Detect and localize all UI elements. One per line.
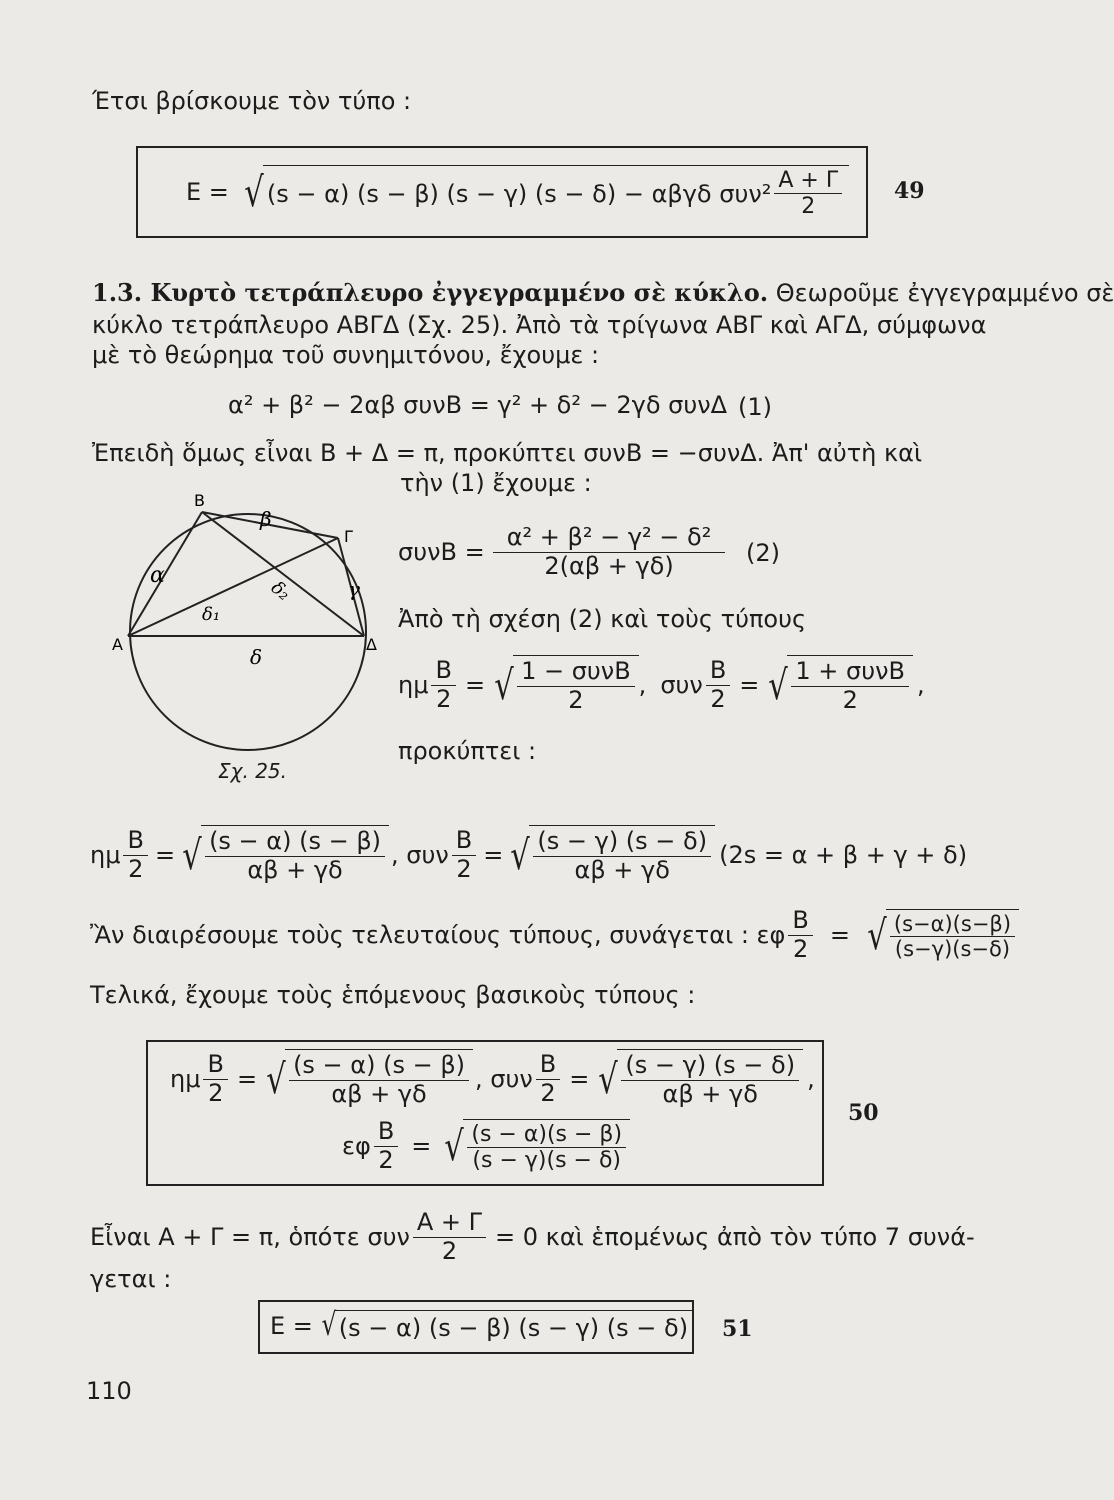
since2-part1: Εἶναι Α + Γ = π, ὁπότε συν <box>90 1223 410 1251</box>
half-cos-B: B <box>706 657 730 686</box>
divide-2: 2 <box>792 934 809 963</box>
res-cos-den: αβ + γδ <box>574 856 670 884</box>
divide-den: (s−γ)(s−δ) <box>894 937 1011 961</box>
since2-part3: γεται : <box>90 1265 172 1293</box>
intro-text: Έτσι βρίσκουμε τὸν τύπο : <box>92 87 412 115</box>
half-sin-num: 1 − συνΒ <box>517 658 635 687</box>
formula-49-lhs: E = <box>186 178 229 206</box>
label-b: β <box>260 507 272 531</box>
f50-sin-eq: = <box>236 1065 258 1093</box>
f50-cos-den: αβ + γδ <box>662 1080 758 1108</box>
half-sin-2: 2 <box>436 684 452 713</box>
divide-text: Ἂν διαιρέσουμε τοὺς τελευταίους τύπους, συνάγεται : εφ <box>90 921 786 949</box>
res-sin-den: αβ + γδ <box>247 856 343 884</box>
label-g: γ <box>348 577 360 601</box>
section-text-2: κύκλο τετράπλευρο ΑΒΓΔ (Σχ. 25). Ἀπὸ τὰ τρίγωνα ΑΒΓ καὶ ΑΓΔ, σύμφωνα <box>92 311 987 339</box>
equation-1-label: (1) <box>738 393 772 421</box>
f50-cos-2: 2 <box>540 1078 556 1107</box>
f50-comma: , <box>807 1065 815 1093</box>
side-a <box>128 512 202 636</box>
formula-51: E = √ (s − α) (s − β) (s − γ) (s − δ) <box>270 1306 692 1346</box>
res-sin-eq: = <box>154 841 176 869</box>
f50-cos-B: B <box>536 1051 560 1080</box>
res-sin-B: B <box>123 827 147 856</box>
half-end: , <box>917 671 925 699</box>
f50-tan-2: 2 <box>378 1145 394 1174</box>
res-cos-num: (s − γ) (s − δ) <box>533 828 711 857</box>
divide-B: B <box>788 907 812 936</box>
section-text-3: μὲ τὸ θεώρημα τοῦ συνημιτόνου, ἔχουμε : <box>92 341 600 369</box>
divide-line: Ἂν διαιρέσουμε τοὺς τελευταίους τύπους, συνάγεται : εφ $\frac{B}{2}$ = √ $\frac{(s-\alpha)(s-\beta)}{(s-\gamma)(s-\delta)}$ <box>90 902 1019 968</box>
label-d1: δ₁ <box>202 604 221 625</box>
page-number: 110 <box>86 1377 132 1405</box>
f50-tan-lhs: εφ <box>342 1132 371 1160</box>
section-line-1 <box>92 278 1114 308</box>
diagonal-d2 <box>202 512 364 636</box>
f50-cos-lhs: , συν <box>475 1065 533 1093</box>
since2-frac-den: 2 <box>441 1236 458 1265</box>
label-d: δ <box>250 645 263 669</box>
equation-1: α² + β² − 2αβ συνΒ = γ² + δ² − 2γδ συνΔ <box>228 391 728 419</box>
circle <box>130 514 366 750</box>
formula-49 <box>186 162 849 222</box>
res-cos-lhs: , συν <box>391 841 449 869</box>
f50-sin-num: (s − α) (s − β) <box>289 1052 469 1081</box>
equation-2 <box>398 520 728 584</box>
f50-sin-lhs: ημ <box>170 1065 201 1093</box>
half-cos-2: 2 <box>710 684 726 713</box>
formula-49-radicand: (s − α) (s − β) (s − γ) (s − δ) − αβγδ συν² <box>266 179 772 208</box>
f50-tan-den: (s − γ)(s − δ) <box>472 1148 621 1173</box>
half-sin-lhs: ημ <box>398 671 429 699</box>
divide-num: (s−α)(s−β) <box>890 912 1015 937</box>
half-sin-B: B <box>431 657 455 686</box>
formula-49-number: 49 <box>894 178 925 204</box>
formula-49-root: √ (s − α) (s − β) (s − γ) (s − δ) − αβγδ συν² $\frac{A + \Gamma}{2}$ <box>241 165 849 220</box>
since2-frac-num: A + Γ <box>413 1209 486 1238</box>
f50-cos-num: (s − γ) (s − δ) <box>621 1052 799 1081</box>
half-sep: , <box>638 671 647 699</box>
since2-part2: = 0 καὶ ἑπομένως ἀπὸ τὸν τύπο 7 συνά- <box>495 1223 975 1251</box>
res-sin-num: (s − α) (s − β) <box>205 828 385 857</box>
f50-cos-eq: = <box>569 1065 590 1093</box>
from-relation-text: Ἀπὸ τὴ σχέση (2) καὶ τοὺς τύπους <box>398 605 807 633</box>
half-cos-num: 1 + συνΒ <box>791 658 909 687</box>
label-G: Γ <box>344 527 353 546</box>
res-cos-eq: = <box>483 841 504 869</box>
since-line: Ἐπειδὴ ὅμως εἶναι Β + Δ = π, προκύπτει συνΒ = −συνΔ. Ἀπ' αὐτὴ καὶ <box>92 439 923 467</box>
label-a: α <box>150 563 165 588</box>
since2-line <box>90 1206 975 1268</box>
figure-25 <box>110 490 390 770</box>
equation-2-num: α² + β² − γ² − δ² <box>493 524 726 553</box>
half-sin-eq: = <box>464 671 486 699</box>
f50-sin-2: 2 <box>208 1078 224 1107</box>
half-angle-identities: ημ $\frac{B}{2}$ = √ $\frac{\text{1 − συνΒ}}{2}$ , συν $\frac{B}{2}$ = √ $\frac{\text{1 + συνΒ}}{2}$ , <box>398 655 925 714</box>
f50-tan-B: B <box>374 1118 398 1147</box>
half-cos-den: 2 <box>842 686 858 714</box>
f50-tan-eq: = <box>411 1132 432 1160</box>
label-B: B <box>194 491 205 510</box>
f50-sin-B: B <box>203 1051 227 1080</box>
res-cos-B: B <box>452 827 476 856</box>
finally-text: Τελικά, ἔχουμε τοὺς ἑπόμενους βασικοὺς τύπους : <box>90 981 696 1009</box>
f50-tan-num: (s − α)(s − β) <box>467 1122 626 1148</box>
res-sin-lhs: ημ <box>90 841 121 869</box>
formula-49-frac-den: 2 <box>801 194 816 219</box>
section-heading: 1.3. Κυρτὸ τετράπλευρο ἐγγεγραμμένο σὲ κύκλο. <box>92 278 769 307</box>
formula-49-frac-num: A + Γ <box>774 168 842 194</box>
divide-eq: = <box>829 921 850 949</box>
half-cos-eq: = <box>739 671 760 699</box>
section-text-1: Θεωροῦμε ἐγγεγραμμένο σὲ <box>775 279 1114 307</box>
formula-50-line-1: ημ $\frac{B}{2}$ = √ $\frac{(s - \alpha) (s - \beta)}{\alpha\beta + \gamma\delta}$ , συν $\frac{B}{2}$ = √ $\frac{(s - \gamma) (s - \delta)}{\alpha\beta + \gamma\delta}$ , <box>170 1049 815 1108</box>
since-line-2: τὴν (1) ἔχουμε : <box>400 469 592 497</box>
half-sin-den: 2 <box>568 686 584 714</box>
label-d2: δ₂ <box>266 577 295 605</box>
label-A: A <box>112 635 123 654</box>
formula-50-number: 50 <box>848 1100 879 1126</box>
formula-51-lhs: E = <box>270 1312 313 1340</box>
equation-2-label: (2) <box>746 539 780 567</box>
results-text: προκύπτει : <box>398 737 537 765</box>
f50-sin-den: αβ + γδ <box>331 1080 427 1108</box>
equation-2-lhs: συνΒ = <box>398 538 485 566</box>
res-sin-2: 2 <box>128 854 144 883</box>
res-cos-2: 2 <box>456 854 472 883</box>
equation-2-den: 2(αβ + γδ) <box>544 551 674 580</box>
formula-51-number: 51 <box>722 1316 753 1342</box>
formula-51-radicand: (s − α) (s − β) (s − γ) (s − δ) <box>335 1310 692 1343</box>
half-angle-results: ημ $\frac{B}{2}$ = √ $\frac{(s - \alpha) (s - \beta)}{\alpha\beta + \gamma\delta}$ , συν $\frac{B}{2}$ = √ $\frac{(s - \gamma) (s - \delta)}{\alpha\beta + \gamma\delta}$ (2s = α + β + γ + δ) <box>90 825 968 884</box>
label-D: Δ <box>366 635 377 654</box>
formula-50-line-2: εφ $\frac{B}{2}$ = √ $\frac{(s - \alpha)(s - \beta)}{(s - \gamma)(s - \delta)}$ <box>342 1114 630 1178</box>
half-cos-lhs: συν <box>660 671 703 699</box>
res-note: (2s = α + β + γ + δ) <box>719 841 968 869</box>
figure-caption: Σχ. 25. <box>218 759 287 783</box>
